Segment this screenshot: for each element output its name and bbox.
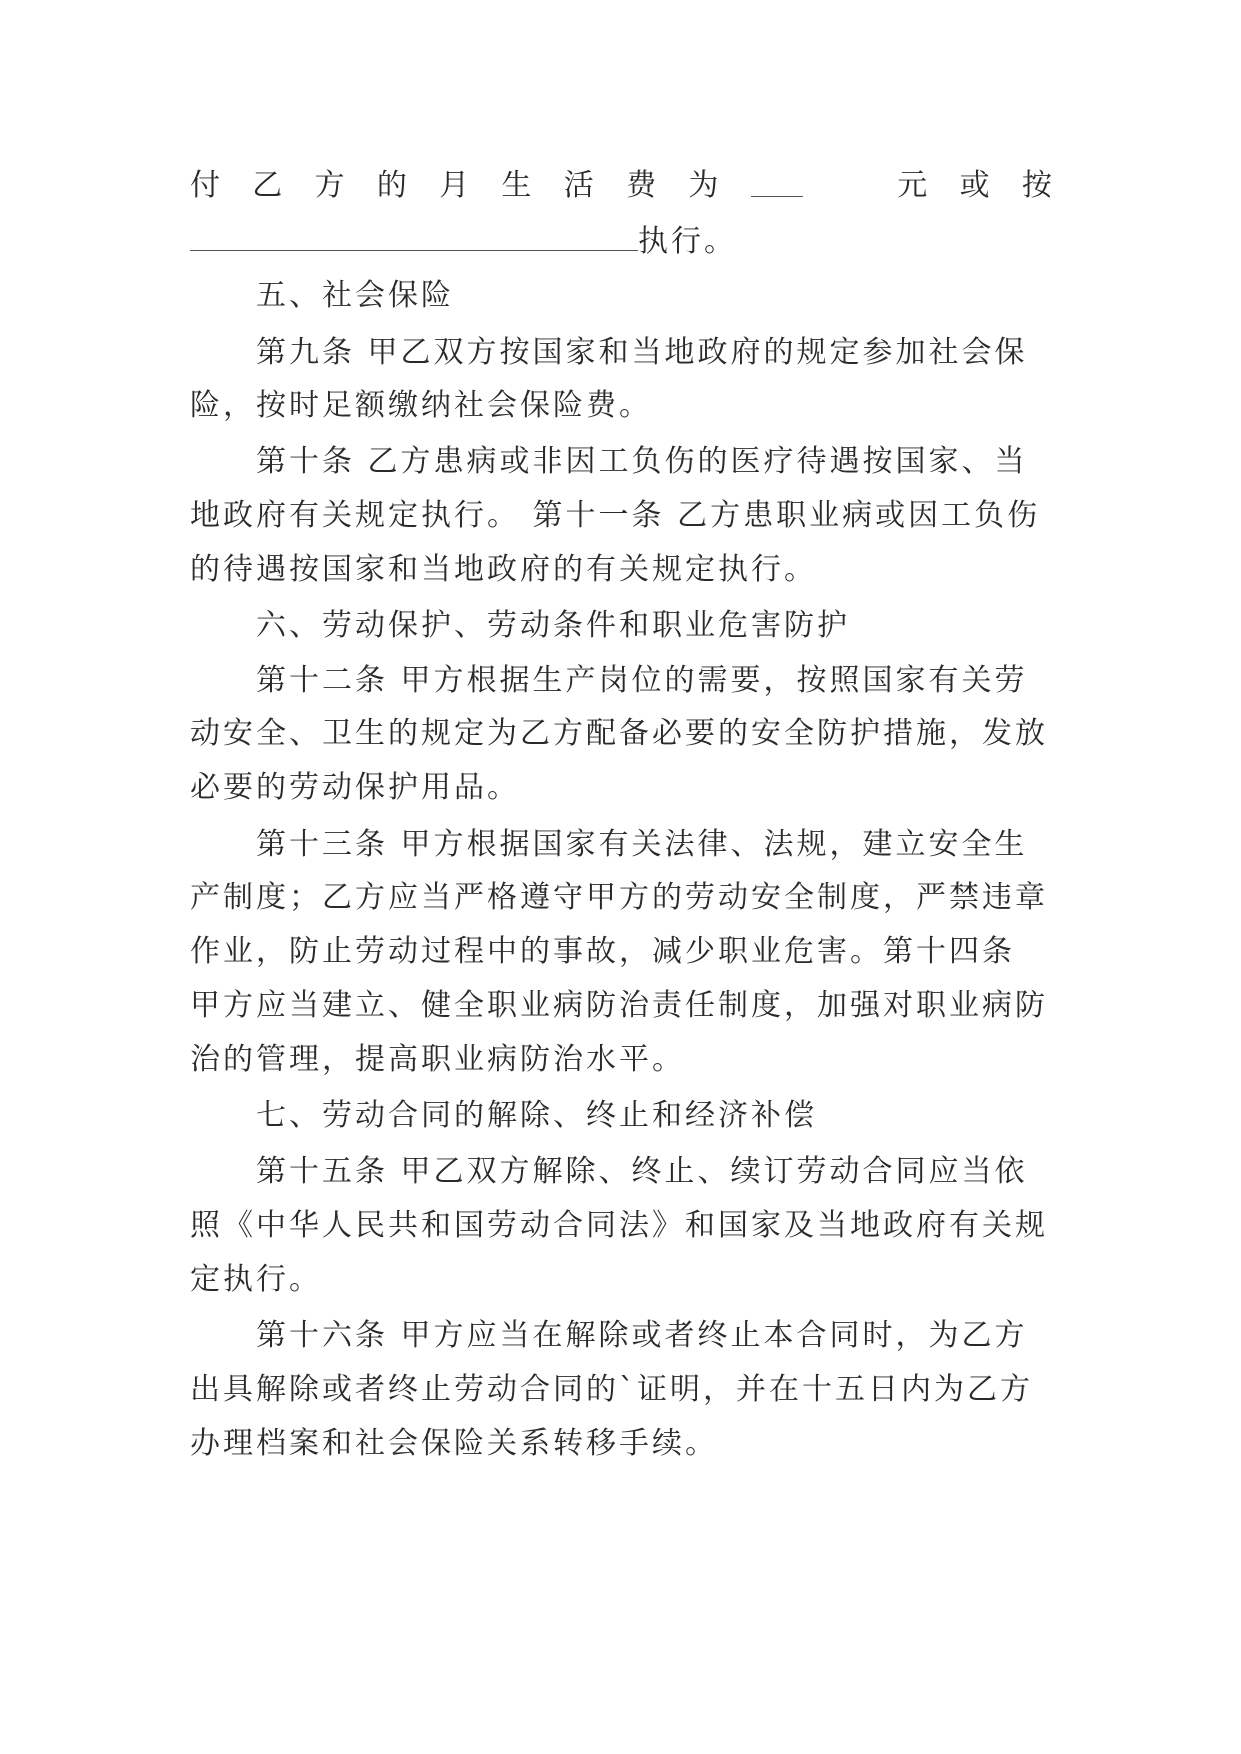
char: 生 bbox=[501, 168, 532, 203]
standard-blank-line bbox=[190, 220, 1052, 260]
article-10-line-2: 地政府有关规定执行。 第十一条 乙方患职业病或因工负伤 bbox=[190, 498, 1041, 533]
article-9-line-2: 险，按时足额缴纳社会保险费。 bbox=[190, 388, 652, 423]
article-13-line-2: 产制度；乙方应当严格遵守甲方的劳动安全制度，严禁违章 bbox=[190, 880, 1048, 915]
article-12-line-2: 动安全、卫生的规定为乙方配备必要的安全防护措施，发放 bbox=[190, 716, 1048, 751]
section-heading-7: 七、劳动合同的解除、终止和经济补偿 bbox=[256, 1098, 817, 1133]
char: 付 bbox=[190, 168, 220, 203]
spacer bbox=[835, 166, 865, 206]
section-heading-5: 五、社会保险 bbox=[256, 278, 454, 313]
char: 费 bbox=[626, 168, 657, 203]
text: 执行。 bbox=[638, 224, 737, 259]
amount-blank bbox=[751, 166, 803, 197]
article-11-line: 的待遇按国家和当地政府的有关规定执行。 bbox=[190, 552, 817, 587]
article-16-line-3: 办理档案和社会保险关系转移手续。 bbox=[190, 1426, 718, 1461]
char: 或 bbox=[959, 168, 990, 203]
article-12-line-1: 第十二条 甲方根据生产岗位的需要，按照国家有关劳 bbox=[256, 663, 1028, 698]
char: 方 bbox=[314, 168, 345, 203]
char: 元 bbox=[897, 168, 928, 203]
char: 按 bbox=[1021, 168, 1052, 203]
article-14-line-1: 甲方应当建立、健全职业病防治责任制度，加强对职业病防 bbox=[190, 988, 1048, 1023]
char: 乙 bbox=[252, 168, 283, 203]
char: 的 bbox=[376, 168, 407, 203]
article-16-line-2: 出具解除或者终止劳动合同的`证明，并在十五日内为乙方 bbox=[190, 1372, 1033, 1407]
char: 活 bbox=[563, 168, 594, 203]
article-15-line-1: 第十五条 甲乙双方解除、终止、续订劳动合同应当依 bbox=[256, 1154, 1028, 1189]
article-14-line-2: 治的管理，提高职业病防治水平。 bbox=[190, 1042, 685, 1077]
char: 月 bbox=[439, 168, 470, 203]
article-15-line-3: 定执行。 bbox=[190, 1262, 322, 1297]
article-10-line-1: 第十条 乙方患病或非因工负伤的医疗待遇按国家、当 bbox=[256, 444, 1028, 479]
article-16-line-1: 第十六条 甲方应当在解除或者终止本合同时，为乙方 bbox=[256, 1318, 1028, 1353]
article-13-line-3: 作业，防止劳动过程中的事故，减少职业危害。第十四条 bbox=[190, 934, 1015, 969]
article-9-line-1: 第九条 甲乙双方按国家和当地政府的规定参加社会保 bbox=[256, 335, 1028, 370]
article-12-line-3: 必要的劳动保护用品。 bbox=[190, 770, 520, 805]
article-15-line-2: 照《中华人民共和国劳动合同法》和国家及当地政府有关规 bbox=[190, 1208, 1048, 1243]
standard-blank bbox=[190, 220, 638, 251]
article-13-line-1: 第十三条 甲方根据国家有关法律、法规，建立安全生 bbox=[256, 827, 1028, 862]
living-expense-line bbox=[190, 166, 1052, 206]
char: 为 bbox=[688, 168, 719, 203]
section-heading-6: 六、劳动保护、劳动条件和职业危害防护 bbox=[256, 608, 850, 643]
